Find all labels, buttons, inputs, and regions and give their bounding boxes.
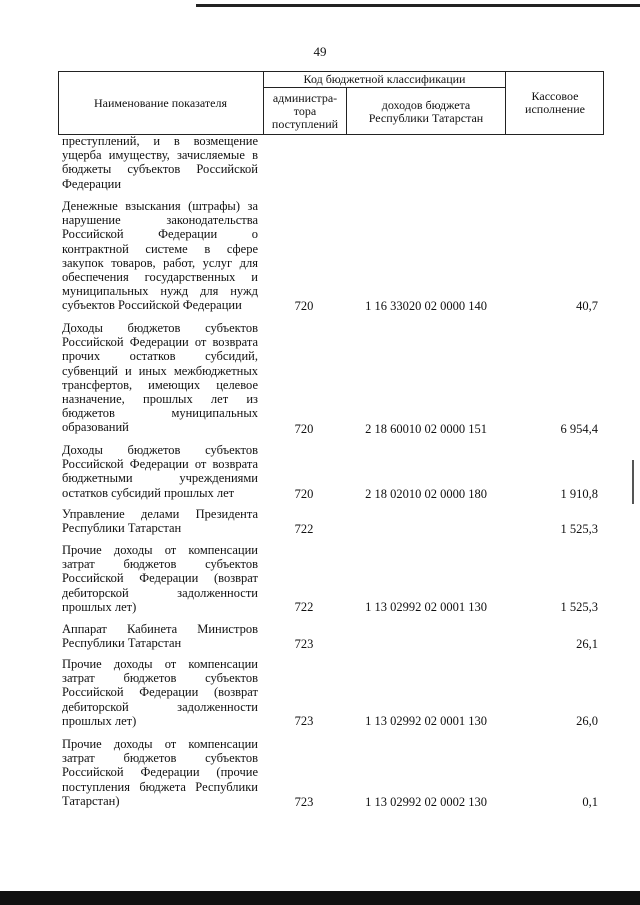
administrator-code: 722 xyxy=(294,522,314,536)
revenue-code: 1 13 02992 02 0001 130 xyxy=(365,714,487,728)
revenue-code: 1 13 02992 02 0001 130 xyxy=(365,600,487,614)
indicator-name: Прочие доходы от компенсации затрат бюджетов субъектов Российской Федерации (возврат дебиторской задолженности прошлых лет) xyxy=(62,657,258,728)
indicator-name: Прочие доходы от компенсации затрат бюджетов субъектов Российской Федерации (прочие поступления бюджета Республики Татарстан) xyxy=(62,737,258,808)
cash-amount: 6 954,4 xyxy=(560,422,598,436)
indicator-name: Доходы бюджетов субъектов Российской Федерации от возврата прочих остатков субсидий, субвенций и иных межбюджетных трансфертов, имеющих целевое назначение, прошлых лет из бюджетов муниципальных образований xyxy=(62,321,258,435)
header-administrator: администра- тора поступлений xyxy=(271,91,339,131)
revenue-code: 2 18 60010 02 0000 151 xyxy=(365,422,487,436)
administrator-code: 722 xyxy=(294,600,314,614)
scan-edge-right xyxy=(632,460,634,504)
administrator-code: 720 xyxy=(294,299,314,313)
administrator-code: 723 xyxy=(294,714,314,728)
administrator-code: 720 xyxy=(294,487,314,501)
header-indicator-name: Наименование показателя xyxy=(94,95,227,110)
header-budget-code: Код бюджетной классификации xyxy=(303,72,466,86)
indicator-name: преступлений, и в возмещение ущерба имуществу, зачисляемые в бюджеты субъектов Российской Федерации xyxy=(62,134,258,191)
administrator-code: 723 xyxy=(294,637,314,651)
administrator-code: 723 xyxy=(294,795,314,809)
revenue-code: 2 18 02010 02 0000 180 xyxy=(365,487,487,501)
page-number: 49 xyxy=(313,44,327,59)
cash-amount: 26,1 xyxy=(576,637,598,651)
cash-amount: 1 910,8 xyxy=(560,487,598,501)
indicator-name: Управление делами Президента Республики Татарстан xyxy=(62,507,258,536)
header-revenue: доходов бюджета Республики Татарстан xyxy=(368,97,484,125)
cash-amount: 26,0 xyxy=(576,714,598,728)
indicator-name: Денежные взыскания (штрафы) за нарушение законодательства Российской Федерации о контрактной системе в сфере закупок товаров, работ, услуг для обеспечения государственных и муниципальных нужд для нужд субъектов Российской Федерации xyxy=(62,199,258,313)
cash-amount: 1 525,3 xyxy=(560,600,598,614)
indicator-name: Прочие доходы от компенсации затрат бюджетов субъектов Российской Федерации (возврат дебиторской задолженности прошлых лет) xyxy=(62,543,258,614)
administrator-code: 720 xyxy=(294,422,314,436)
scan-edge-top xyxy=(196,4,640,7)
cash-amount: 1 525,3 xyxy=(560,522,598,536)
indicator-name: Доходы бюджетов субъектов Российской Федерации от возврата бюджетными учреждениями остатков субсидий прошлых лет xyxy=(62,443,258,500)
header-cash-execution: Кассовое исполнение xyxy=(525,89,585,116)
indicator-name: Аппарат Кабинета Министров Республики Татарстан xyxy=(62,622,258,651)
revenue-code: 1 13 02992 02 0002 130 xyxy=(365,795,487,809)
cash-amount: 0,1 xyxy=(582,795,598,809)
cash-amount: 40,7 xyxy=(576,299,598,313)
revenue-code: 1 16 33020 02 0000 140 xyxy=(365,299,487,313)
scan-edge-bottom xyxy=(0,891,640,905)
